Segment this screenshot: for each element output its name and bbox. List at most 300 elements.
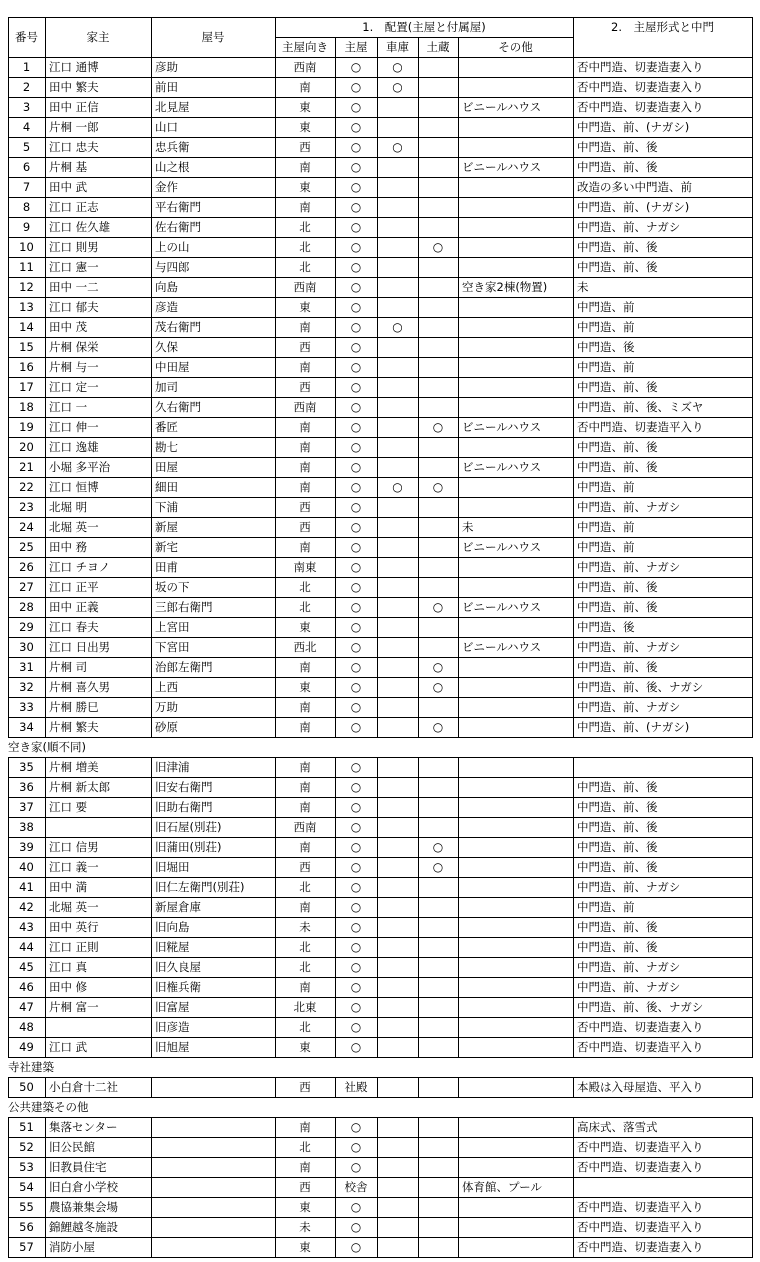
cell-other [458, 397, 573, 417]
cell-main: ○ [350, 480, 362, 494]
cell-owner: 江口 真 [49, 960, 88, 974]
grid-line [275, 57, 276, 738]
cell-garage [377, 517, 418, 537]
cell-other [458, 817, 573, 837]
cell-yago: 山口 [155, 120, 178, 134]
cell-form: 中門造、前、ナガシ [577, 560, 681, 574]
cell-yago: 番匠 [155, 420, 178, 434]
grid-line [45, 57, 46, 738]
cell-owner: 旧公民館 [49, 1140, 95, 1154]
cell-owner: 片桐 勝巳 [49, 700, 99, 714]
cell-garage [377, 997, 418, 1017]
header-main-house: 主屋 [344, 40, 368, 54]
cell-yago: 旧蒲田(別荘) [155, 840, 222, 854]
cell-yago: 坂の下 [155, 580, 190, 594]
cell-form [573, 757, 752, 777]
cell-kura: ○ [432, 600, 444, 614]
cell-no: 16 [19, 360, 34, 374]
cell-kura [418, 1197, 458, 1217]
cell-garage [377, 837, 418, 857]
cell-yago: 平右衛門 [155, 200, 201, 214]
cell-garage: ○ [392, 320, 403, 334]
cell-garage [377, 677, 418, 697]
cell-no: 1 [22, 60, 31, 74]
cell-form: 本殿は入母屋造、平入り [577, 1080, 704, 1094]
cell-yago: 前田 [155, 80, 178, 94]
cell-no: 36 [19, 780, 34, 794]
cell-no: 35 [19, 760, 34, 774]
cell-yago: 旧安右衛門 [155, 780, 213, 794]
cell-owner: 江口 春夫 [49, 620, 99, 634]
grid-line [377, 1077, 378, 1098]
cell-garage [377, 237, 418, 257]
cell-main: ○ [350, 200, 362, 214]
cell-kura [418, 1137, 458, 1157]
cell-kura [418, 917, 458, 937]
cell-owner: 田中 武 [49, 180, 88, 194]
cell-main: ○ [350, 640, 362, 654]
cell-main: ○ [350, 660, 362, 674]
cell-form: 中門造、前 [577, 320, 635, 334]
cell-main: ○ [350, 800, 362, 814]
cell-other [458, 797, 573, 817]
cell-no: 47 [19, 1000, 34, 1014]
cell-yago: 旧仁左衛門(別荘) [155, 880, 245, 894]
cell-dir: 西 [299, 140, 311, 154]
cell-owner: 北堀 明 [49, 500, 88, 514]
cell-kura [418, 997, 458, 1017]
cell-other [458, 77, 573, 97]
cell-owner: 旧白倉小学校 [49, 1180, 118, 1194]
cell-owner: 江口 忠夫 [49, 140, 99, 154]
cell-owner: 片桐 司 [49, 660, 88, 674]
cell-kura [418, 1177, 458, 1197]
grid-line [151, 757, 152, 1058]
cell-garage [377, 937, 418, 957]
cell-form: 未 [577, 280, 589, 294]
grid-line [45, 1117, 46, 1258]
cell-yago: 旧彦造 [155, 1020, 190, 1034]
cell-main: ○ [350, 260, 362, 274]
cell-dir: 南 [299, 420, 311, 434]
cell-yago [151, 1237, 275, 1257]
cell-owner: 北堀 英一 [49, 520, 99, 534]
cell-other [458, 257, 573, 277]
cell-dir: 未 [299, 1220, 311, 1234]
grid-line [8, 57, 9, 738]
cell-no: 41 [19, 880, 34, 894]
cell-other [458, 237, 573, 257]
cell-form: 中門造、前 [577, 900, 635, 914]
cell-garage [377, 297, 418, 317]
cell-dir: 北 [299, 1140, 311, 1154]
grid-line [458, 757, 459, 1058]
cell-other [458, 837, 573, 857]
cell-yago: 彦造 [155, 300, 178, 314]
cell-form: 否中門造、切妻造妻入り [577, 80, 704, 94]
cell-form: 否中門造、切妻造平入り [577, 1220, 704, 1234]
cell-dir: 南 [299, 460, 311, 474]
cell-kura [418, 57, 458, 77]
cell-no: 48 [19, 1020, 34, 1034]
cell-no: 19 [19, 420, 34, 434]
cell-dir: 東 [299, 100, 311, 114]
section-title: 寺社建築 [8, 1060, 54, 1074]
cell-other [458, 577, 573, 597]
cell-kura [418, 117, 458, 137]
cell-owner: 江口 正則 [49, 940, 99, 954]
cell-yago [151, 1217, 275, 1237]
cell-yago: 治郎左衛門 [155, 660, 213, 674]
cell-other [458, 217, 573, 237]
cell-garage [377, 1197, 418, 1217]
cell-owner: 片桐 喜久男 [49, 680, 111, 694]
cell-kura [418, 157, 458, 177]
cell-kura [418, 1077, 458, 1097]
cell-garage [377, 257, 418, 277]
cell-form: 中門造、前、後 [577, 660, 658, 674]
cell-no: 44 [19, 940, 34, 954]
cell-no: 50 [19, 1080, 34, 1094]
cell-form: 中門造、前、ナガシ [577, 640, 681, 654]
cell-yago: 旧石屋(別荘) [155, 820, 222, 834]
cell-yago: 旧旭屋 [155, 1040, 190, 1054]
cell-dir: 西北 [293, 640, 317, 654]
cell-no: 17 [19, 380, 34, 394]
cell-garage [377, 397, 418, 417]
cell-kura [418, 1237, 458, 1257]
cell-no: 21 [19, 460, 34, 474]
cell-dir: 南 [299, 200, 311, 214]
cell-no: 56 [19, 1220, 34, 1234]
cell-main: ○ [350, 880, 362, 894]
cell-other [458, 557, 573, 577]
cell-no: 26 [19, 560, 34, 574]
cell-owner: 田中 繁夫 [49, 80, 99, 94]
cell-no: 37 [19, 800, 34, 814]
cell-main: ○ [350, 120, 362, 134]
cell-main: ○ [350, 520, 362, 534]
cell-owner: 片桐 新太郎 [49, 780, 111, 794]
cell-garage [377, 637, 418, 657]
cell-no: 8 [22, 200, 31, 214]
cell-kura: ○ [432, 240, 444, 254]
cell-garage [377, 497, 418, 517]
header-yago: 屋号 [201, 30, 225, 44]
cell-form: 中門造、前、(ナガシ) [577, 120, 690, 134]
cell-form [573, 1177, 752, 1197]
grid-line [458, 57, 459, 738]
cell-no: 38 [19, 820, 34, 834]
grid-line [418, 757, 419, 1058]
cell-garage [377, 777, 418, 797]
cell-main: 校舎 [344, 1180, 368, 1194]
section-title: 空き家(順不同) [8, 740, 86, 754]
cell-yago: 旧助右衛門 [155, 800, 213, 814]
cell-owner: 片桐 基 [49, 160, 88, 174]
cell-owner: 片桐 与一 [49, 360, 99, 374]
cell-no: 39 [19, 840, 34, 854]
cell-yago: 下宮田 [155, 640, 190, 654]
cell-yago: 彦助 [155, 60, 178, 74]
cell-no: 28 [19, 600, 34, 614]
cell-main: ○ [350, 900, 362, 914]
header-other: その他 [498, 40, 533, 54]
grid-line [151, 1077, 152, 1098]
cell-garage [377, 177, 418, 197]
cell-other [458, 877, 573, 897]
cell-form: 中門造、前、後 [577, 840, 658, 854]
cell-garage [377, 377, 418, 397]
grid-line [275, 1077, 276, 1098]
cell-garage [377, 417, 418, 437]
cell-garage [377, 1037, 418, 1057]
grid-line [573, 57, 574, 738]
cell-no: 25 [19, 540, 34, 554]
cell-kura [418, 877, 458, 897]
cell-form: 中門造、前、後 [577, 440, 658, 454]
cell-kura [418, 397, 458, 417]
cell-dir: 南東 [293, 560, 317, 574]
cell-owner: 片桐 一郎 [49, 120, 99, 134]
cell-kura [418, 337, 458, 357]
cell-form: 中門造、前、ナガシ [577, 880, 681, 894]
cell-yago: 上の山 [155, 240, 190, 254]
cell-no: 10 [19, 240, 34, 254]
cell-yago: 金作 [155, 180, 178, 194]
cell-kura [418, 77, 458, 97]
cell-garage [377, 117, 418, 137]
cell-main: ○ [350, 960, 362, 974]
cell-owner: 江口 則男 [49, 240, 99, 254]
cell-kura [418, 697, 458, 717]
cell-garage [377, 437, 418, 457]
cell-yago: 山之根 [155, 160, 190, 174]
cell-kura [418, 977, 458, 997]
cell-other [458, 1217, 573, 1237]
cell-main: ○ [350, 1120, 362, 1134]
cell-no: 52 [19, 1140, 34, 1154]
cell-other: ビニールハウス [462, 540, 542, 554]
cell-kura [418, 517, 458, 537]
cell-kura [418, 297, 458, 317]
cell-kura [418, 577, 458, 597]
cell-dir: 南 [299, 980, 311, 994]
cell-kura [418, 497, 458, 517]
cell-main: ○ [350, 160, 362, 174]
header-storehouse: 土蔵 [426, 40, 450, 54]
cell-yago: 久右衛門 [155, 400, 201, 414]
cell-yago: 下浦 [155, 500, 178, 514]
cell-main: ○ [350, 620, 362, 634]
cell-main: ○ [350, 1020, 362, 1034]
cell-form: 中門造、前、ナガシ [577, 700, 681, 714]
cell-dir: 西 [299, 380, 311, 394]
cell-yago: 久保 [155, 340, 178, 354]
cell-yago: 上宮田 [155, 620, 190, 634]
section-title: 公共建築その他 [8, 1100, 89, 1114]
cell-other [458, 777, 573, 797]
cell-dir: 北 [299, 260, 311, 274]
cell-no: 6 [22, 160, 31, 174]
cell-dir: 西南 [293, 820, 317, 834]
cell-main: ○ [350, 460, 362, 474]
cell-garage [377, 157, 418, 177]
cell-form: 否中門造、切妻造妻入り [577, 1020, 704, 1034]
cell-no: 57 [19, 1240, 34, 1254]
cell-yago: 三郎右衛門 [155, 600, 213, 614]
header-orientation: 主屋向き [282, 40, 328, 54]
cell-other: ビニールハウス [462, 100, 542, 114]
cell-form: 中門造、前、後 [577, 920, 658, 934]
cell-yago [151, 1177, 275, 1197]
cell-no: 18 [19, 400, 34, 414]
header-garage: 車庫 [386, 40, 409, 54]
grid-line [752, 1077, 753, 1098]
cell-main: ○ [350, 940, 362, 954]
cell-main: ○ [350, 420, 362, 434]
cell-main: ○ [350, 980, 362, 994]
cell-form: 中門造、前、後、ナガシ [577, 680, 704, 694]
cell-main: ○ [350, 680, 362, 694]
cell-no: 20 [19, 440, 34, 454]
cell-owner: 片桐 保栄 [49, 340, 99, 354]
cell-dir: 南 [299, 660, 311, 674]
cell-main: ○ [350, 540, 362, 554]
cell-form: 中門造、後 [577, 340, 635, 354]
cell-dir: 南 [299, 900, 311, 914]
cell-dir: 南 [299, 160, 311, 174]
cell-yago: 与四郎 [155, 260, 190, 274]
cell-other [458, 977, 573, 997]
cell-main: ○ [350, 1220, 362, 1234]
cell-form: 否中門造、切妻造妻入り [577, 1160, 704, 1174]
grid-line [275, 757, 276, 1058]
cell-dir: 西 [299, 500, 311, 514]
cell-no: 30 [19, 640, 34, 654]
cell-no: 40 [19, 860, 34, 874]
cell-no: 5 [22, 140, 31, 154]
cell-dir: 北 [299, 580, 311, 594]
cell-garage [377, 1017, 418, 1037]
cell-dir: 西 [299, 340, 311, 354]
cell-form: 否中門造、切妻造妻入り [577, 100, 704, 114]
grid-line [458, 1117, 459, 1258]
cell-garage [377, 917, 418, 937]
cell-kura [418, 797, 458, 817]
cell-no: 32 [19, 680, 34, 694]
cell-form: 中門造、前、ナガシ [577, 960, 681, 974]
cell-dir: 北 [299, 220, 311, 234]
cell-no: 46 [19, 980, 34, 994]
cell-main: ○ [350, 720, 362, 734]
cell-other [458, 697, 573, 717]
cell-main: ○ [350, 580, 362, 594]
grid-line [151, 1117, 152, 1258]
cell-owner: 田中 正義 [49, 600, 99, 614]
cell-form: 改造の多い中門造、前 [577, 180, 692, 194]
cell-form: 否中門造、切妻造平入り [577, 1200, 704, 1214]
cell-yago: 旧糀屋 [155, 940, 190, 954]
cell-garage: ○ [392, 80, 403, 94]
cell-dir: 南 [299, 780, 311, 794]
cell-dir: 南 [299, 1160, 311, 1174]
cell-yago: 万助 [155, 700, 178, 714]
cell-yago: 田甫 [155, 560, 178, 574]
cell-kura [418, 97, 458, 117]
cell-other [458, 1237, 573, 1257]
cell-other [458, 1137, 573, 1157]
cell-garage [377, 557, 418, 577]
cell-other [458, 657, 573, 677]
cell-form: 中門造、後 [577, 620, 635, 634]
cell-dir: 南 [299, 80, 311, 94]
cell-no: 4 [22, 120, 31, 134]
cell-owner: 江口 通博 [49, 60, 99, 74]
cell-no: 13 [19, 300, 34, 314]
cell-other [458, 497, 573, 517]
cell-owner: 農協兼集会場 [49, 1200, 118, 1214]
cell-yago: 佐右衛門 [155, 220, 201, 234]
cell-other [458, 897, 573, 917]
grid-line [377, 1117, 378, 1258]
cell-kura [418, 377, 458, 397]
cell-no: 9 [22, 220, 31, 234]
cell-yago: 砂原 [155, 720, 178, 734]
cell-no: 53 [19, 1160, 34, 1174]
cell-owner: 江口 正平 [49, 580, 99, 594]
cell-other: 空き家2棟(物置) [462, 280, 548, 294]
cell-dir: 南 [299, 540, 311, 554]
cell-no: 31 [19, 660, 34, 674]
cell-garage [377, 197, 418, 217]
cell-garage: ○ [392, 480, 403, 494]
grid-line [377, 57, 378, 738]
cell-form: 中門造、前、ナガシ [577, 220, 681, 234]
cell-main: ○ [350, 780, 362, 794]
cell-yago: 中田屋 [155, 360, 190, 374]
cell-dir: 東 [299, 1040, 311, 1054]
grid-line [335, 57, 336, 738]
cell-yago: 旧堀田 [155, 860, 190, 874]
cell-yago: 田屋 [155, 460, 178, 474]
cell-yago: 細田 [155, 480, 178, 494]
cell-main: ○ [350, 1040, 362, 1054]
cell-owner: 錦鯉越冬施設 [49, 1220, 118, 1234]
cell-main: ○ [350, 400, 362, 414]
cell-garage [377, 877, 418, 897]
cell-dir: 西 [299, 1080, 311, 1094]
cell-dir: 西南 [293, 280, 317, 294]
cell-kura [418, 1157, 458, 1177]
grid-line [418, 1117, 419, 1258]
cell-garage [377, 817, 418, 837]
cell-kura [418, 1217, 458, 1237]
cell-kura: ○ [432, 660, 444, 674]
cell-owner: 江口 定一 [49, 380, 99, 394]
cell-dir: 北 [299, 240, 311, 254]
cell-other [458, 437, 573, 457]
grid-line [752, 1117, 753, 1258]
cell-owner: 小堀 多平治 [49, 460, 111, 474]
cell-garage [377, 657, 418, 677]
cell-garage [377, 337, 418, 357]
cell-owner: 江口 義一 [49, 860, 99, 874]
cell-owner: 消防小屋 [49, 1240, 95, 1254]
grid-line [45, 757, 46, 1058]
cell-form: 否中門造、切妻造平入り [577, 1040, 704, 1054]
cell-other [458, 997, 573, 1017]
